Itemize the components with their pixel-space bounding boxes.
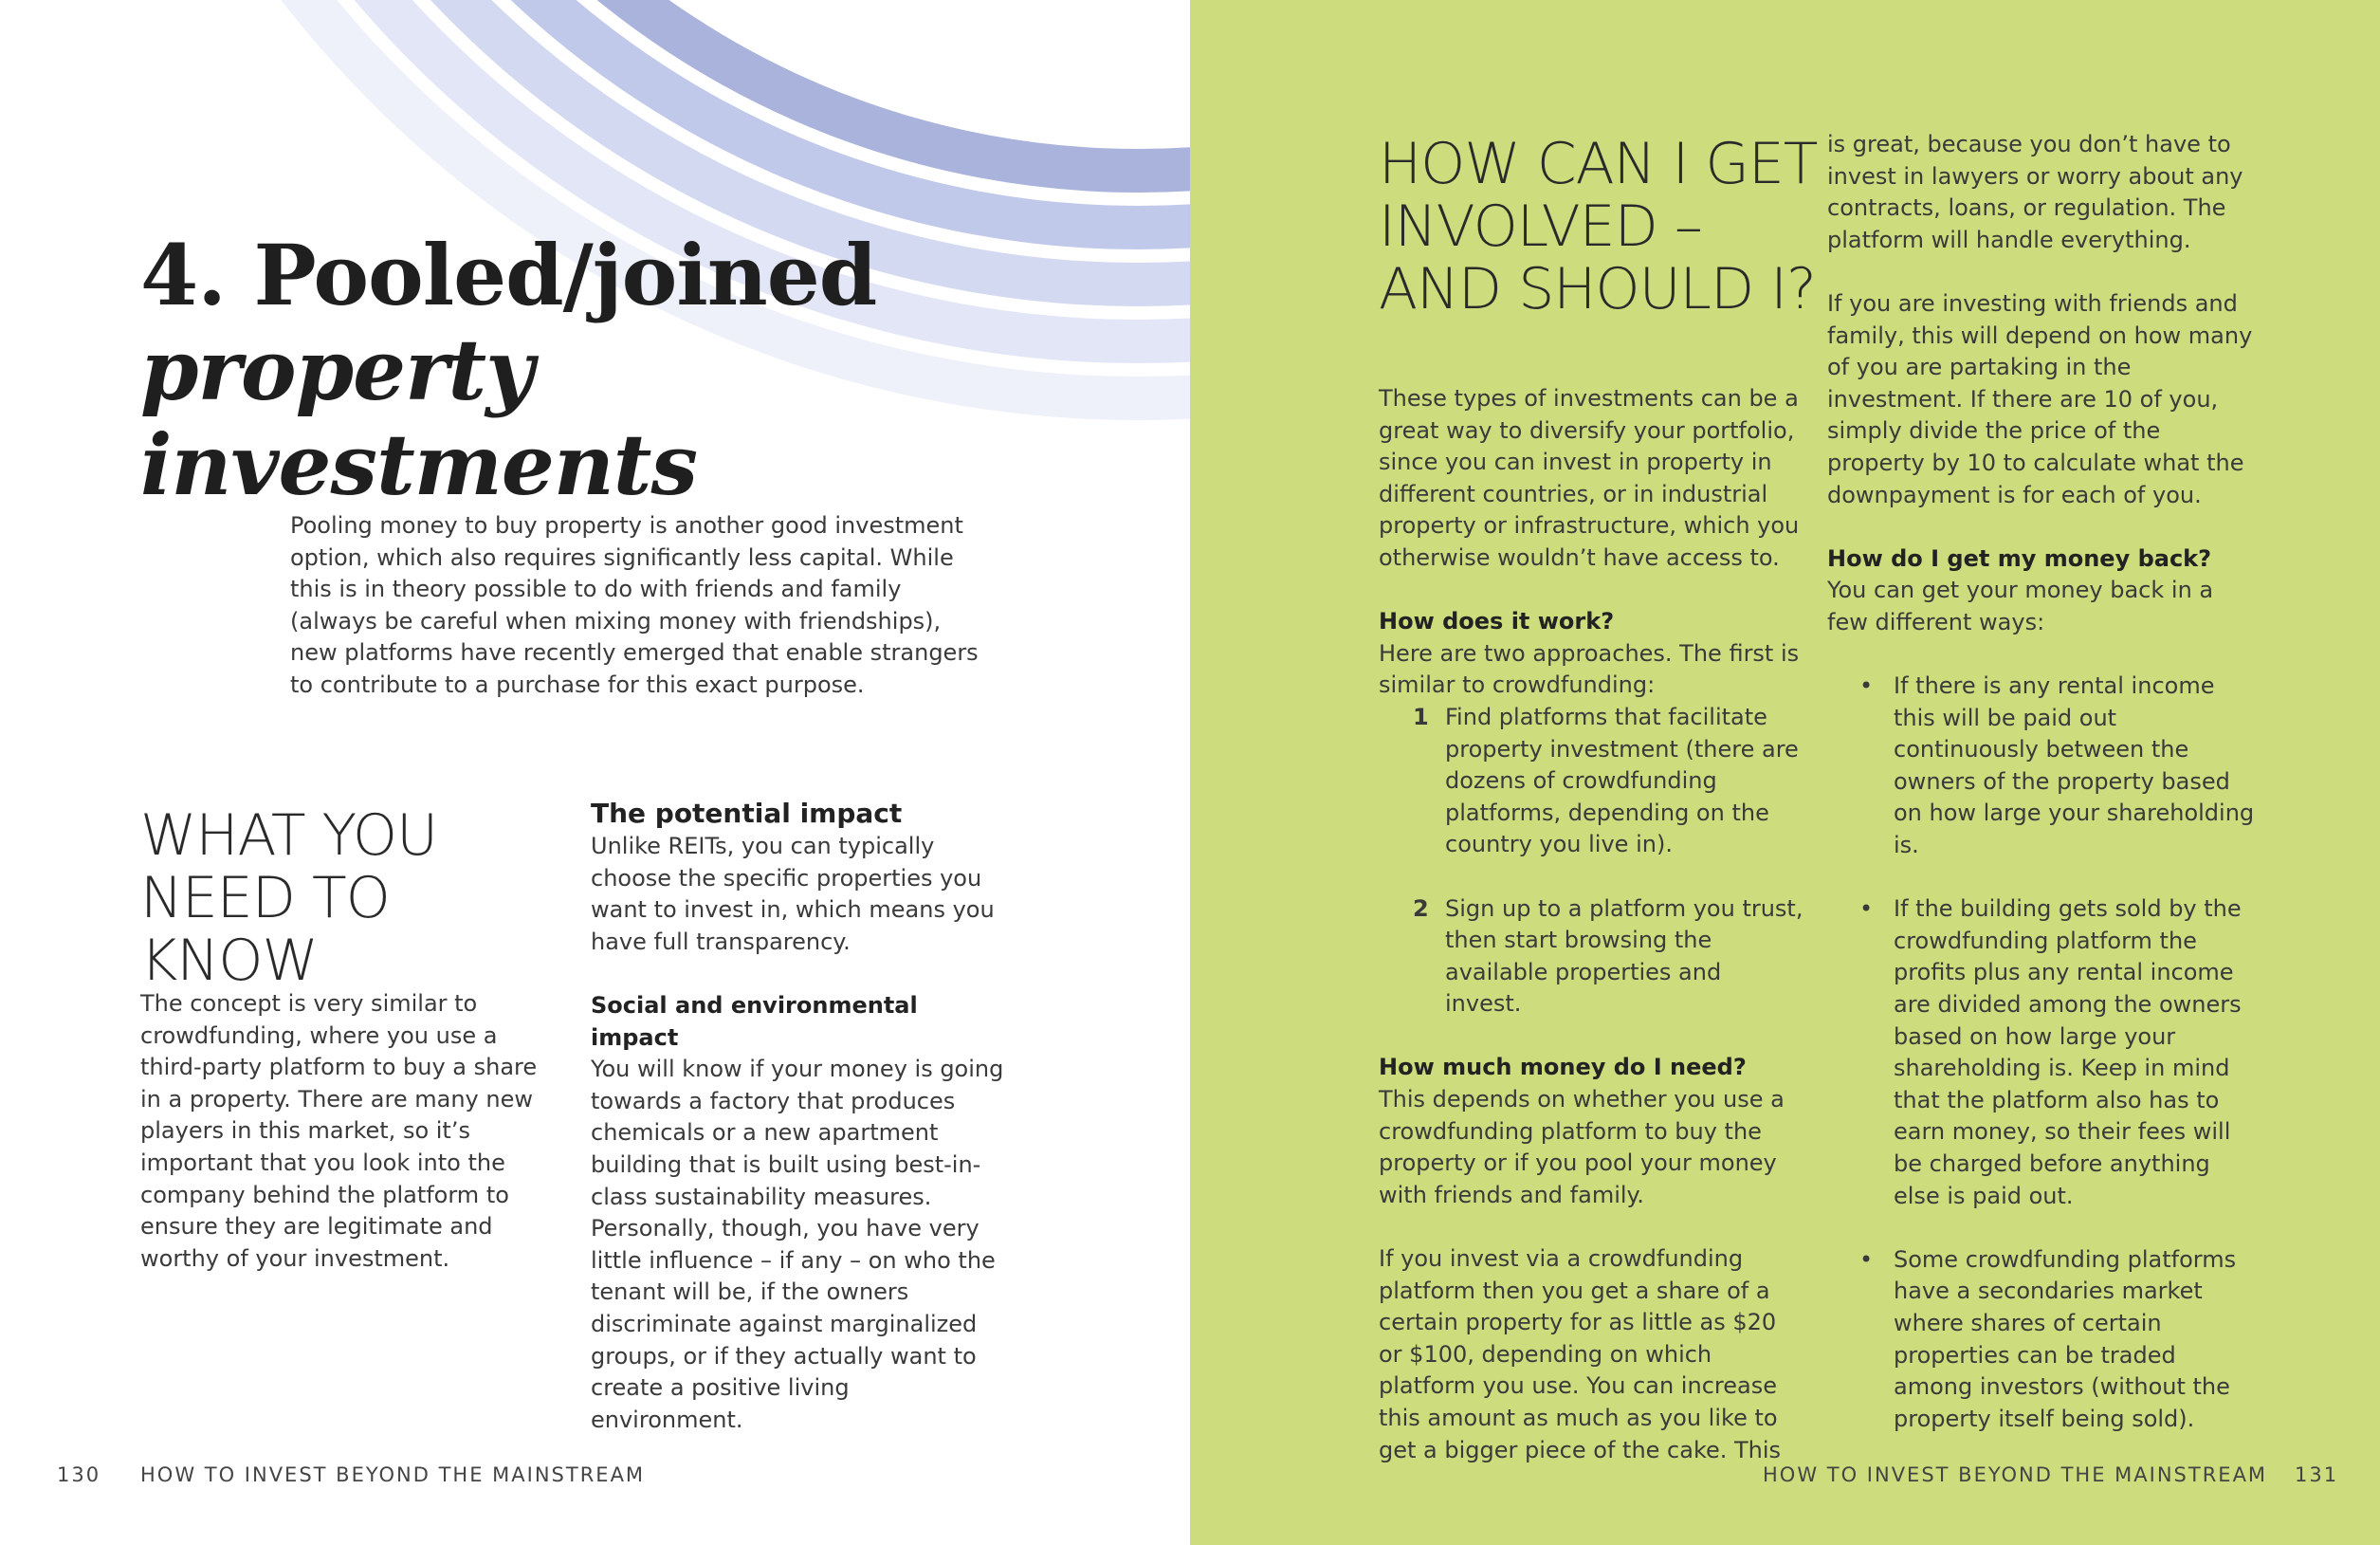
title-line-1: 4. Pooled/joined (140, 226, 877, 324)
heading-line-2: NEED TO KNOW (140, 865, 390, 994)
impact-column (591, 797, 1008, 1436)
step-number: 2 (1413, 894, 1429, 922)
social-subheading: Social and environmental impact (591, 991, 918, 1051)
step-item (1379, 702, 1803, 861)
page-number-right: 131 (2295, 1463, 2339, 1486)
right-column-1 (1379, 383, 1803, 1466)
list-item-text: Some crowdfunding platforms have a secondaries market where shares of certain properties can be traded among investors (without the property itself being sold). (1894, 1245, 2237, 1432)
money-subheading: How much money do I need? (1379, 1054, 1747, 1081)
money-back-subheading: How do I get my money back? (1827, 544, 2212, 572)
money-text: This depends on whether you use a crowdfunding platform to buy the property or if you pool your money with friends and family. (1379, 1086, 1785, 1208)
what-you-need-heading (140, 804, 567, 992)
concept-paragraph: The concept is very similar to crowdfunding, where you use a third-party platform to buy a share in a property. There are many new players in this market, so it’s important that you look into the company behind the platform to ensure they are legitimate and worthy of your investment. (140, 990, 538, 1272)
impact-subheading: The potential impact (591, 798, 903, 829)
col2-paragraph-2: If you are investing with friends and family, this will depend on how many of you are partaking in the investment. If there are 10 of you, simply divide the price of the property by 10 to calculate what the downpayment is for each of you. (1827, 289, 2253, 508)
crowdfunding-text: If you invest via a crowdfunding platform then you get a share of a certain property for as little as $20 or $100, depending on which platform you use. You can increase this amount as much as you like to get a bigger piece of the cake. This (1379, 1245, 1782, 1463)
heading-line-3: AND SHOULD I? (1379, 256, 1816, 322)
right-column-2 (1827, 129, 2259, 1467)
running-title-left: HOW TO INVEST BEYOND THE MAINSTREAM (140, 1463, 646, 1486)
bullet-icon: • (1859, 895, 1874, 923)
heading-line-1: HOW CAN I GET (1379, 131, 1818, 197)
chapter-title (140, 228, 1089, 512)
col2-paragraph-1: is great, because you don’t have to invest in lawyers or worry about any contracts, loans, or regulation. The platform will handle everything. (1827, 131, 2243, 253)
title-line-2: property investments (140, 321, 697, 514)
heading-line-1: WHAT YOU (140, 802, 438, 869)
list-item-text: If the building gets sold by the crowdfunding platform the profits plus any rental income are divided among the owners based on how large your shareholding is. Keep in mind that the platform also has to earn money, so their fees will be charged before anything else is paid out. (1894, 895, 2242, 1209)
ways-list (1827, 671, 2259, 1435)
right-page (1190, 0, 2380, 1545)
list-item-text: If there is any rental income this will be paid out continuously between the owners of the property based on how large your shareholding is. (1894, 672, 2255, 859)
bullet-icon: • (1859, 672, 1874, 700)
step-item (1379, 893, 1803, 1021)
list-item (1827, 893, 2259, 1212)
steps-list (1379, 702, 1803, 1021)
running-title-right: HOW TO INVEST BEYOND THE MAINSTREAM (1763, 1463, 2268, 1486)
step-text: Find platforms that facilitate property investment (there are dozens of crowdfunding platforms, depending on the country you live in). (1445, 703, 1799, 858)
impact-text: Unlike REITs, you can typically choose the specific properties you want to invest in, which means you have full transparency. (591, 833, 995, 955)
bullet-icon: • (1859, 1245, 1874, 1273)
page-number-left: 130 (57, 1463, 101, 1486)
social-text: You will know if your money is going towards a factory that produces chemicals or a new apartment building that is built using best-in-class sustainability measures. Personally, though, you have very little influence – if any – on who the tenant will be, if the owners discriminate against marginalized groups, or if they actually want to create a positive living environment. (591, 1056, 1004, 1433)
step-number: 1 (1413, 703, 1429, 730)
heading-line-2: INVOLVED – (1379, 193, 1702, 260)
how-text: Here are two approaches. The first is similar to crowdfunding: (1379, 639, 1800, 699)
how-can-i-heading (1379, 133, 1834, 321)
list-item (1827, 671, 2259, 862)
intro-paragraph: Pooling money to buy property is another good investment option, which also requires significantly less capital. While this is in theory possible to do with friends and family (always be careful when mixing money with friendships), new platforms have recently emerged that enable strangers to contribute to a purchase for this exact purpose. (290, 512, 979, 698)
money-back-text: You can get your money back in a few different ways: (1827, 577, 2214, 635)
list-item (1827, 1244, 2259, 1436)
step-text: Sign up to a platform you trust, then start browsing the available properties and invest. (1445, 894, 1803, 1018)
right-intro: These types of investments can be a great way to diversify your portfolio, since you can invest in property in different countries, or in industrial property or infrastructure, which you otherwise wouldn’t have access to. (1379, 385, 1800, 571)
how-subheading: How does it work? (1379, 608, 1615, 635)
